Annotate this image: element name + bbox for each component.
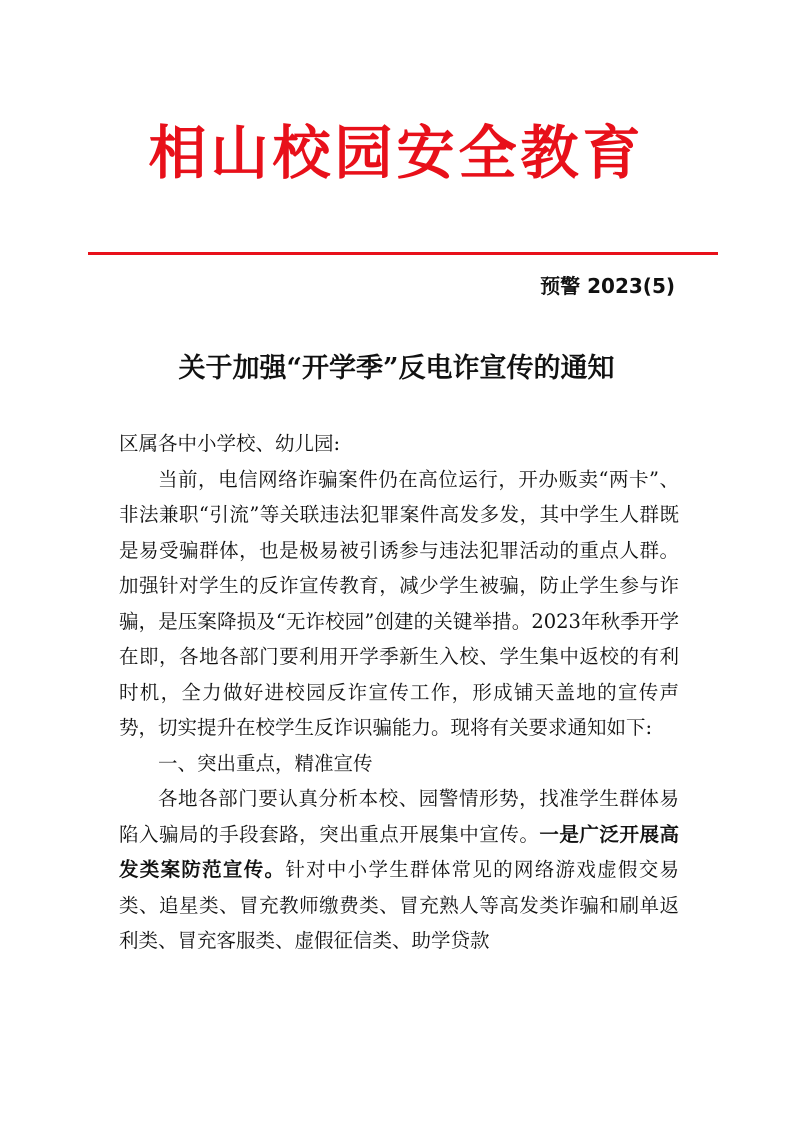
paragraph-text: 各地各部门要认真分析本校、园警情形势，找准学生群体易陷入骗局的手段套路，突出重点开展集中宣传。 xyxy=(119,787,679,846)
document-body xyxy=(119,426,679,959)
paragraph-intro: 当前，电信网络诈骗案件仍在高位运行，开办贩卖“两卡”、非法兼职“引流”等关联违法犯罪案件高发多发，其中学生人群既是易受骗群体，也是极易被引诱参与违法犯罪活动的重点人群。加强针对学生的反诈宣传教育，减少学生被骗，防止学生参与诈骗，是压案降损及“无诈校园”创建的关键举措。2023年秋季开学在即，各地各部门要利用开学季新生入校、学生集中返校的有利时机，全力做好进校园反诈宣传工作，形成铺天盖地的宣传声势，切实提升在校学生反诈识骗能力。现将有关要求通知如下: xyxy=(119,467,679,739)
masthead-title: 相山校园安全教育 xyxy=(148,119,645,187)
paragraph-section-1 xyxy=(119,781,679,959)
red-divider-line xyxy=(88,252,718,255)
salutation: 区属各中小学校、幼儿园: xyxy=(119,432,341,455)
issue-number: 预警 2023(5) xyxy=(540,274,675,298)
bold-point-one: 一是广泛开展高发类案防范宣传。 xyxy=(119,822,679,881)
paragraph-text-continued: 针对中小学生群体常见的网络游戏虚假交易类、追星类、冒充教师缴费类、冒充熟人等高发类诈骗和刷单返利类、冒充客服类、虚假征信类、助学贷款 xyxy=(119,858,679,952)
section-heading-1: 一、突出重点，精准宣传 xyxy=(158,751,373,775)
document-title: 关于加强“开学季”反电诈宣传的通知 xyxy=(178,353,615,384)
